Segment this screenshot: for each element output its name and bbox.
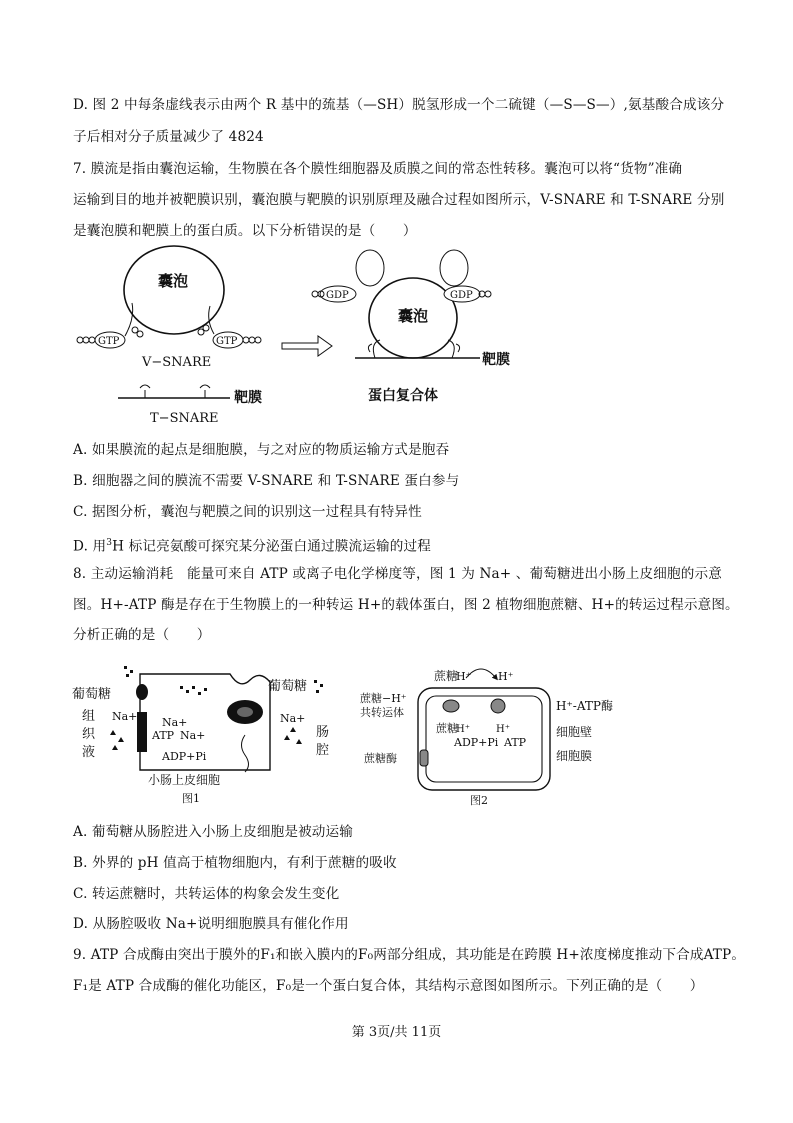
figure-1-caption: 图1 [182,792,200,805]
gtp-right-group [198,306,261,348]
t-snare-label: T−SNARE [150,411,219,426]
svg-text:蔗糖: 蔗糖 [434,669,459,683]
svg-text:H⁺: H⁺ [498,670,514,683]
question-7-option-B: B. 细胞器之间的膜流不需要 V-SNARE 和 T-SNARE 蛋白参与 [73,473,460,489]
svg-text:Na+: Na+ [112,710,138,723]
question-8-option-C: C. 转运蔗糖时，共转运体的构象会发生变化 [73,886,340,902]
svg-text:腔: 腔 [316,743,330,758]
question-7-stem-line3: 是囊泡膜和靶膜上的蛋白质。以下分析错误的是（ ） [73,223,417,239]
h-atpase-protein [491,699,505,713]
question-8-option-D: D. 从肠腔吸收 Na+说明细胞膜具有催化作用 [73,916,349,932]
svg-text:细胞壁: 细胞壁 [556,725,593,739]
option-7-prev-D-line1: D. 图 2 中每条虚线表示由两个 R 基中的巯基（—SH）脱氢形成一个二硫键（—S—S—）,氨基酸合成该分 [73,97,725,113]
svg-text:Na+: Na+ [280,712,306,725]
svg-text:肠: 肠 [316,725,330,740]
question-9-stem-line1: 9. ATP 合成酶由突出于膜外的F₁和嵌入膜内的F₀两部分组成，其功能是在跨膜 H+浓度梯度推动下合成ATP。 [73,947,746,963]
svg-text:GTP: GTP [98,336,120,347]
question-7-option-C: C. 据图分析，囊泡与靶膜之间的识别这一过程具有特异性 [73,504,422,520]
glucose-right-label: 葡萄糖 [268,679,308,694]
protein-complex-label: 蛋白复合体 [368,388,438,404]
page-footer: 第 3页/共 11页 [351,1025,442,1040]
svg-text:蔗糖−H⁺: 蔗糖−H⁺ [360,692,407,705]
question-9-stem-line2: F₁是 ATP 合成酶的催化功能区，F₀是一个蛋白复合体，其结构示意图如图所示。下列正确的是（ ） [73,978,704,994]
process-arrow [282,336,332,356]
svg-text:织: 织 [82,727,96,742]
figure-intestinal-cell [70,660,340,810]
cotransporter-protein [443,700,459,712]
question-7-option-D: D. 用$^3$H 标记亮氨酸可探究某分泌蛋白通过膜流运输的过程 [73,538,431,555]
svg-text:ADP+Pi: ADP+Pi [162,750,207,763]
glucose-left-label: 葡萄糖 [72,687,112,702]
svg-text:蔗糖: 蔗糖 [436,722,458,735]
glucose-transporter-left [136,684,148,700]
svg-text:GDP: GDP [450,290,473,301]
svg-text:H⁺: H⁺ [456,724,470,735]
figure-vesicle-fusion [70,248,530,426]
svg-text:细胞膜: 细胞膜 [556,749,593,763]
option-7-prev-D-line2: 子后相对分子质量减少了 4824 [73,129,264,145]
gtp-left-group [77,303,143,348]
vesicle-label-left: 囊泡 [158,272,189,290]
svg-text:H⁺: H⁺ [496,724,510,735]
svg-text:液: 液 [82,745,96,760]
question-8-stem-line3: 分析正确的是（ ） [73,627,211,643]
svg-text:组: 组 [82,709,96,724]
cell-label: 小肠上皮细胞 [148,773,221,787]
v-snare-label: V−SNARE [142,355,212,370]
svg-text:蔗糖酶: 蔗糖酶 [364,752,397,765]
svg-text:H⁺-ATP酶: H⁺-ATP酶 [556,699,613,713]
svg-text:ATP: ATP [152,729,175,742]
svg-text:H⁺: H⁺ [456,670,472,683]
question-8-stem-line1: 8. 主动运输消耗 能量可来自 ATP 或离子电化学梯度等，图 1 为 Na+ 、葡萄糖进出小肠上皮细胞的示意 [73,566,722,582]
sucrase-protein [420,750,428,766]
question-7-stem-line2: 运输到目的地并被靶膜识别，囊泡膜与靶膜的识别原理及融合过程如图所示，V-SNARE 和 T-SNARE 分别 [73,192,725,208]
figure-2-caption: 图2 [470,794,488,807]
na-k-pump [137,712,147,752]
target-membrane-label-left: 靶膜 [234,390,262,406]
question-8-stem-line2: 图。H+-ATP 酶是存在于生物膜上的一种转运 H+的载体蛋白，图 2 植物细胞蔗糖、H+的转运过程示意图。 [73,597,739,613]
question-8-option-A: A. 葡萄糖从肠腔进入小肠上皮细胞是被动运输 [73,824,354,840]
svg-text:Na+: Na+ [180,729,206,742]
svg-text:GTP: GTP [216,336,238,347]
svg-text:GDP: GDP [326,290,349,301]
question-8-option-B: B. 外界的 pH 值高于植物细胞内，有利于蔗糖的吸收 [73,855,397,871]
vesicle-label-right: 囊泡 [398,307,429,325]
question-7-option-A: A. 如果膜流的起点是细胞膜，与之对应的物质运输方式是胞吞 [73,442,450,458]
svg-text:共转运体: 共转运体 [360,706,404,719]
svg-text:ADP+Pi: ADP+Pi [454,736,499,749]
svg-text:Na+: Na+ [162,716,188,729]
question-7-stem-line1: 7. 膜流是指由囊泡运输，生物膜在各个膜性细胞器及质膜之间的常态性转移。囊泡可以将“货物”准确 [73,161,683,177]
svg-text:ATP: ATP [504,736,527,749]
target-membrane-label-right: 靶膜 [482,352,510,368]
figure-plant-cell [356,660,656,810]
